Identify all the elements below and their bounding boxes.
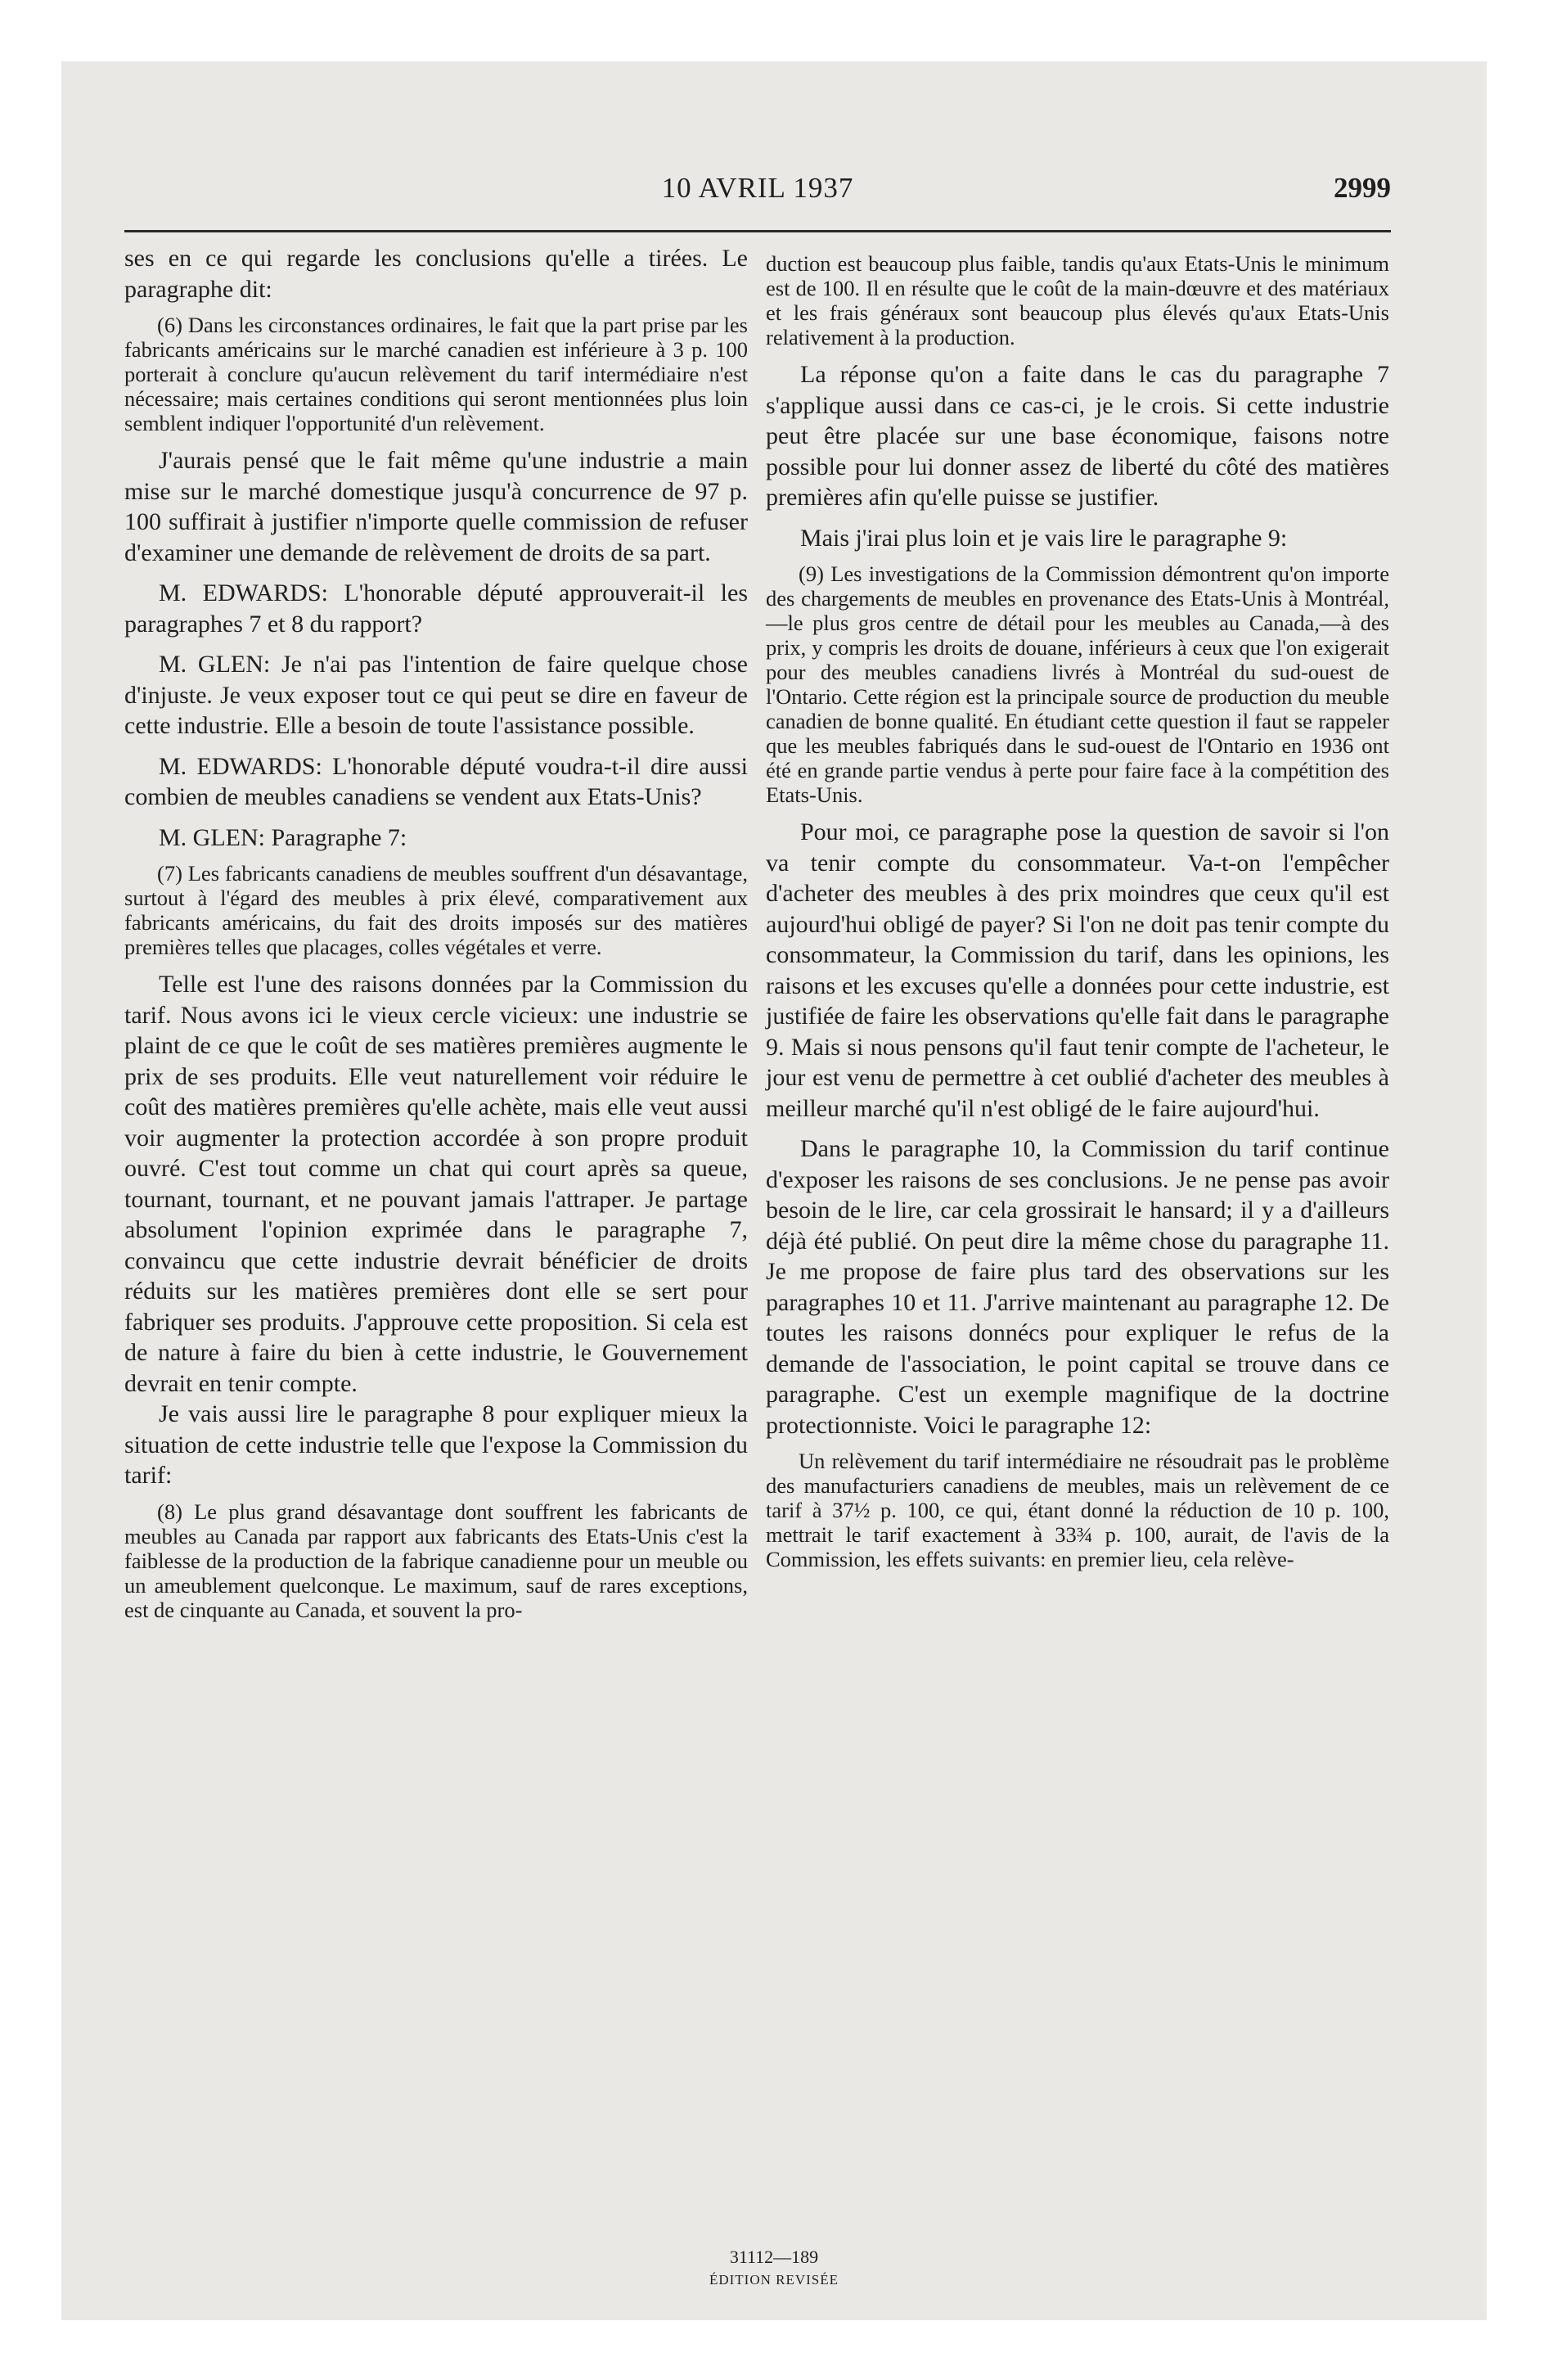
quoted-paragraph: (7) Les fabricants canadiens de meubles souffrent d'un désavantage, surtout à l'égard des meubles à prix élevé, comparativement aux fabricants américains, du fait des droits imposés sur des matières premières telles que placages, colles végétales et verre. — [124, 861, 748, 959]
header-rule — [124, 230, 1391, 232]
edition-label: ÉDITION REVISÉE — [709, 2272, 839, 2288]
paragraph: J'aurais pensé que le fait même qu'une industrie a main mise sur le marché domestique jusqu'à concurrence de 97 p. 100 suffirait à justifier n'importe quelle commission de refuser d'examiner une demande de relèvement de droits de sa part. — [124, 447, 748, 566]
paragraph: M. EDWARDS: L'honorable député approuverait-il les paragraphes 7 et 8 du rapport? — [124, 579, 748, 638]
page-number: 2999 — [1334, 172, 1391, 204]
print-code: 31112—189 — [729, 2247, 819, 2267]
paragraph: Je vais aussi lire le paragraphe 8 pour expliquer mieux la situation de cette industrie telle que l'expose la Commission du tarif: — [124, 1400, 748, 1489]
quoted-paragraph: (6) Dans les circonstances ordinaires, le fait que la part prise par les fabricants américains sur le marché canadien est inférieure à 3 p. 100 porterait à conclure qu'aucun relèvement du tarif intermédiaire n'est nécessaire; mais certaines conditions qui seront mentionnées plus loin semblent indiquer l'opportunité d'un relèvement. — [124, 313, 748, 435]
paragraph: Dans le paragraphe 10, la Commission du tarif continue d'exposer les raisons de ses conclusions. Je ne pense pas avoir besoin de le lire, car cela grossirait le hansard; il y a d'ailleurs déjà été publié. On peut dire la même chose du paragraphe 11. Je me propose de faire plus tard des observations sur les paragraphes 10 et 11. J'arrive maintenant au paragraphe 12. De toutes les raisons donnécs pour expliquer le refus de la demande de l'association, le point capital se trouve dans ce paragraphe. C'est un exemple magnifique de la doctrine protectionniste. Voici le paragraphe 12: — [766, 1135, 1389, 1439]
paragraph: Pour moi, ce paragraphe pose la question de savoir si l'on va tenir compte du consommateur. Va-t-on l'empêcher d'acheter des meubles à des prix moindres que ceux qu'il est aujourd'hui obligé de payer? Si l'on ne doit pas tenir compte du consommateur, la Commission du tarif, dans les opinions, les raisons et les excuses qu'elle a données pour cette industrie, est justifiée de faire les observations qu'elle fait dans le paragraphe 9. Mais si nous pensons qu'il faut tenir compte de l'acheteur, le jour est venu de permettre à cet oublié d'acheter des meubles à meilleur marché qu'il n'est obligé de le faire aujourd'hui. — [766, 818, 1389, 1122]
right-column — [766, 243, 1389, 1581]
paragraph: M. GLEN: Paragraphe 7: — [159, 823, 407, 851]
paragraph: La réponse qu'on a faite dans le cas du paragraphe 7 s'applique aussi dans ce cas-ci, je le crois. Si cette industrie peut être placée sur une base économique, faisons notre possible pour lui donner assez de liberté du côté des matières premières afin qu'elle puisse se justifier. — [766, 361, 1389, 511]
paragraph: ses en ce qui regarde les conclusions qu'elle a tirées. Le paragraphe dit: — [124, 245, 748, 303]
quoted-paragraph: Un relèvement du tarif intermédiaire ne résoudrait pas le problème des manufacturiers canadiens de meubles, mais un relèvement de ce tarif à 37½ p. 100, ce qui, étant donné la réduction de 10 p. 100, mettrait le tarif exactement à 33¾ p. 100, aurait, de l'avis de la Commission, les effets suivants: en premier lieu, cela relève- — [766, 1449, 1389, 1571]
paragraph: Mais j'irai plus loin et je vais lire le paragraphe 9: — [800, 524, 1288, 552]
page-sheet — [61, 61, 1487, 2320]
paragraph: M. GLEN: Je n'ai pas l'intention de faire quelque chose d'injuste. Je veux exposer tout ce qui peut se dire en faveur de cette industrie. Elle a besoin de toute l'assistance possible. — [124, 651, 748, 739]
page-footer — [61, 2245, 1487, 2291]
quoted-paragraph: (9) Les investigations de la Commission démontrent qu'on importe des chargements de meubles en provenance des Etats-Unis à Montréal,—le plus gros centre de détail pour les meubles au Canada,—à des prix, y compris les droits de douane, inférieurs à ceux que l'on exigerait pour des meubles canadiens livrés à Montréal du sud-ouest de l'Ontario. Cette région est la principale source de production du meuble canadien de bonne qualité. En étudiant cette question il faut se rappeler que les meubles fabriqués dans le sud-ouest de l'Ontario en 1936 ont été en grande partie vendus à perte pour faire face à la compétition des Etats-Unis. — [766, 561, 1389, 807]
quoted-paragraph: (8) Le plus grand désavantage dont souffrent les fabricants de meubles au Canada par rapport aux fabricants des Etats-Unis c'est la faiblesse de la production de la fabrique canadienne pour un meuble ou un ameublement quelconque. Le maximum, sauf de rares exceptions, est de cinquante au Canada, et souvent la pro- — [124, 1499, 748, 1622]
left-column — [124, 243, 748, 1632]
page-header — [124, 172, 1391, 221]
scanned-page — [61, 61, 1487, 2320]
page-date: 10 AVRIL 1937 — [661, 172, 854, 204]
paragraph: M. EDWARDS: L'honorable député voudra-t-il dire aussi combien de meubles canadiens se vendent aux Etats-Unis? — [124, 752, 748, 810]
quoted-paragraph: duction est beaucoup plus faible, tandis qu'aux Etats-Unis le minimum est de 100. Il en résulte que le coût de la main-dœuvre et des matériaux et les frais généraux sont beaucoup plus élevés qu'aux Etats-Unis relativement à la production. — [766, 251, 1389, 349]
paragraph: Telle est l'une des raisons données par la Commission du tarif. Nous avons ici le vieux cercle vicieux: une industrie se plaint de ce que le coût de ses matières premières augmente le prix de ses produits. Elle veut naturellement voir réduire le coût des matières premières qu'elle achète, mais elle veut aussi voir augmenter la protection accordée à son propre produit ouvré. C'est tout comme un chat qui court après sa queue, tournant, tournant, et ne pouvant jamais l'attraper. Je partage absolument l'opinion exprimée dans le paragraphe 7, convaincu que cette industrie devrait bénéficier de droits réduits sur les matières premières dont elle se sert pour fabriquer ses produits. J'approuve cette proposition. Si cela est de nature à faire du bien à cette industrie, le Gouvernement devrait en tenir compte. — [124, 971, 748, 1397]
